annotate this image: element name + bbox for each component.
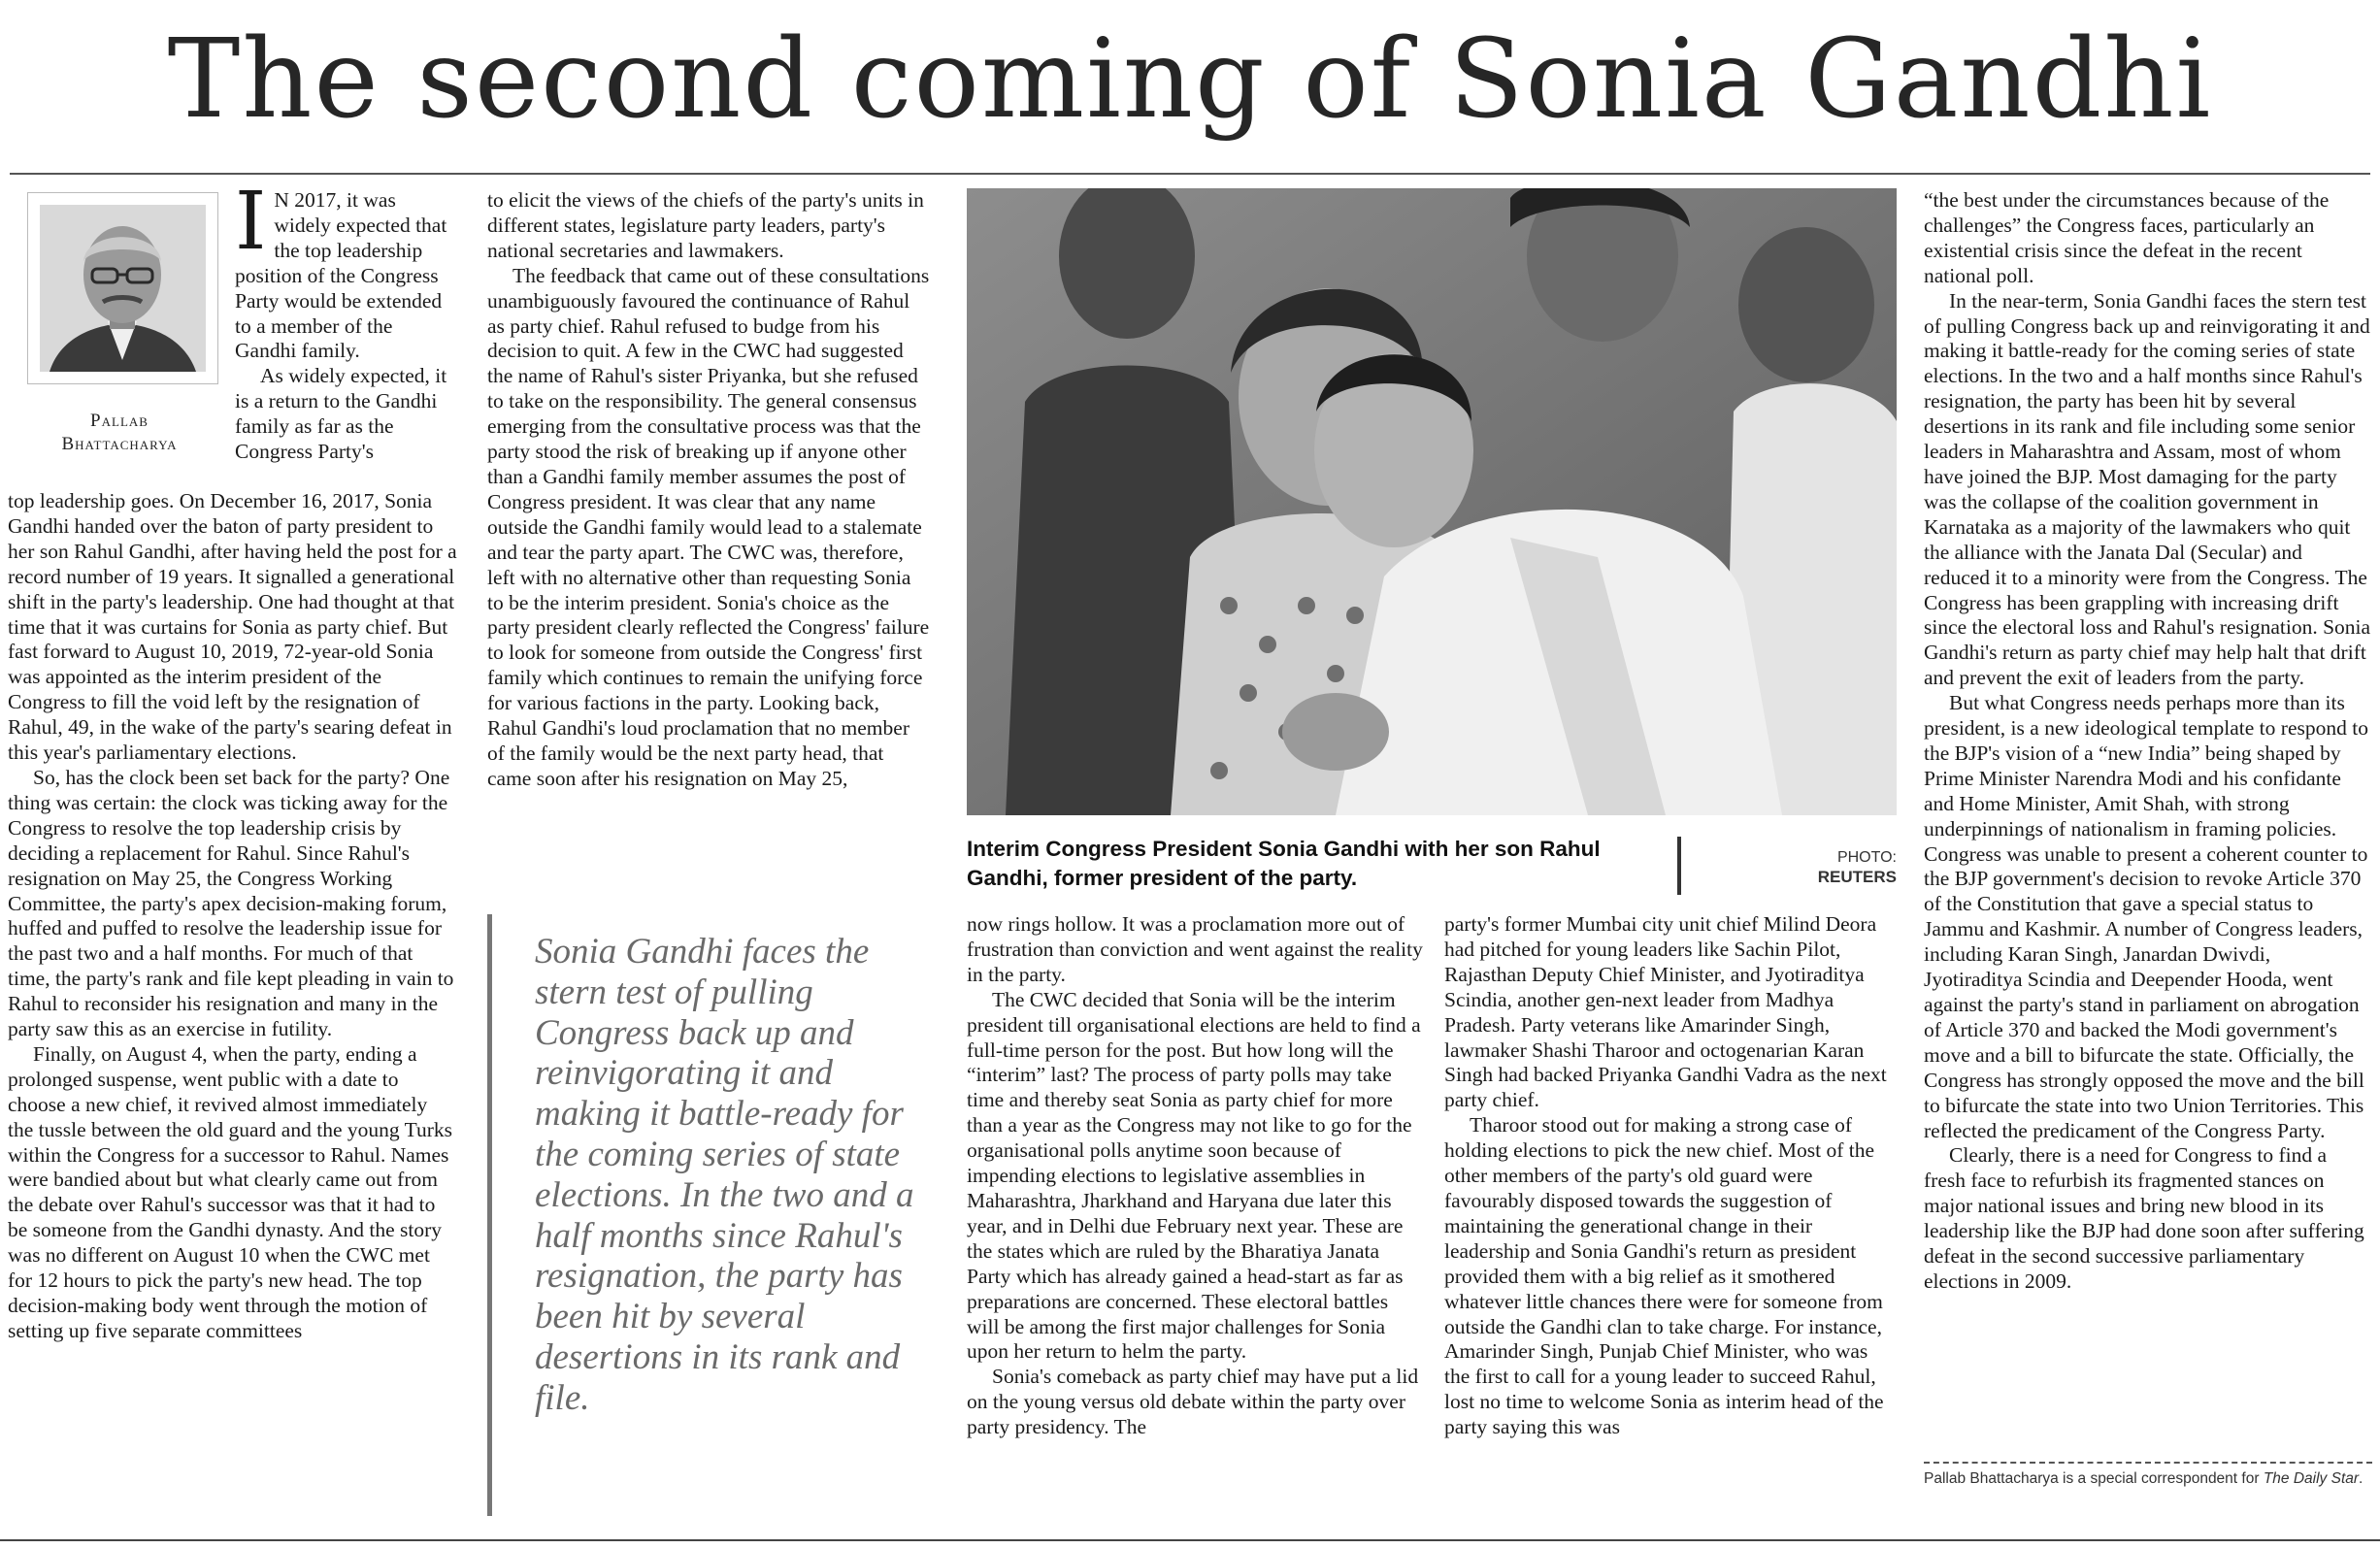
photo-credit: PHOTO: REUTERS [1817,849,1897,886]
author-photo [40,205,206,372]
pull-quote [487,914,919,1516]
column-2 [487,188,930,895]
photo-illustration [967,188,1897,815]
author-note: Pallab Bhattacharya is a special correspondent for The Daily Star. [1924,1470,2363,1487]
paragraph: Finally, on August 4, when the party, ending a prolonged suspense, went public with a date to choose a new chief, it revived almost immediately the tussle between the old guard and the young Turks within the Congress for a successor to Rahul. Names were bandied about but what clearly came out from the debate over Rahul's successor was that it had to be someone from the Gandhi dynasty. And the story was no different on August 10 when the CWC met for 12 hours to pick the party's new head. The top decision-making body went through the motion of setting up five separate committees [8,1041,453,1342]
paragraph: Clearly, there is a need for Congress to find a fresh face to refurbish its fragmented stances on major national issues and bring new blood in its leadership like the BJP had done soon after suffering defeat in the second successive parliamentary elections in 2009. [1924,1143,2364,1293]
author-note-divider [1924,1462,2372,1464]
paragraph: Tharoor stood out for making a strong case of holding elections to pick the new chief. Most of the other members of the party's old guard were favourably disposed towards the suggestion of maintaining the generational change in their leadership and Sonia Gandhi's return as president provided them with a big relief as it smothered whatever little chances there were for someone from outside the Gandhi clan to take charge. For instance, Amarinder Singh, Punjab Chief Minister, who was the first to call for a young leader to succeed Rahul, lost no time to welcome Sonia as interim head of the party saying this was [1444,1113,1884,1439]
drop-cap: I [235,188,267,268]
paragraph: As widely expected, it is a return to the Gandhi family as far as the Congress Party's [235,364,447,464]
publication-name: The Daily Star [2263,1470,2360,1487]
column-1-top [235,188,450,465]
caption-divider [1677,837,1681,895]
paragraph: Sonia's comeback as party chief may have put a lid on the young versus old debate within the party over party presidency. The [967,1365,1419,1439]
column-3 [967,912,1423,1533]
paragraph: “the best under the circumstances because of the challenges” the Congress faces, particularly an existential crisis since the defeat in the recent national poll. [1924,188,2330,287]
headline: The second coming of Sonia Gandhi [167,16,2213,143]
author-name: Pallab Bhattacharya [61,411,178,454]
paragraph: now rings hollow. It was a proclamation more out of frustration than conviction and went against the reality in the party. [967,912,1423,986]
column-4 [1444,912,1897,1533]
intro-paragraph: I N 2017, it was widely expected that the top leadership position of the Congress Party would be extended to a member of the Gandhi family. [235,188,447,363]
column-5 [1924,188,2372,1454]
bottom-divider [0,1539,2380,1541]
column-1 [8,489,457,1533]
news-photo [967,188,1897,815]
paragraph: But what Congress needs perhaps more than its president, is a new ideological template to respond to the BJP's vision of a “new India” being shaped by Prime Minister Narendra Modi and his confidante and Home Minister, Amit Shah, with strong underpinnings of nationalism in framing policies. Congress was unable to present a coherent counter to the BJP government's decision to revoke Article 370 of the Constitution that gave a special status to Jammu and Kashmir. A number of Congress leaders, including Karan Singh, Janardan Dwivdi, Jyotiraditya Scindia and Deepender Hooda, went against the party's stand in parliament on abrogation of Article 370 and backed the Modi government's move and a bill to bifurcate the state. Officially, the Congress has strongly opposed the move and the bill to bifurcate the state into two Union Territories. This reflected the predicament of the Congress Party. [1924,691,2368,1142]
paragraph: to elicit the views of the chiefs of the party's units in different states, legislature party leaders, party's national secretaries and lawmakers. [487,188,924,262]
pull-quote-text: Sonia Gandhi faces the stern test of pulling Congress back up and reinvigorating it and making it battle-ready for the coming series of state elections. In the two and a half months since Rahul's resignation, the party has been hit by several desertions in its rank and file. [535,932,914,1418]
paragraph: The feedback that came out of these consultations unambiguously favoured the continuance of Rahul as party chief. Rahul refused to budge from his decision to quit. A few in the CWC had suggested the name of Rahul's sister Priyanka, but she refused to take on the responsibility. The general consensus emerging from the consultative process was that the party stood the risk of breaking up if anyone other than a Gandhi family member assumes the post of Congress president. It was clear that any name outside the Gandhi family would lead to a stalemate and tear the party apart. The CWC was, therefore, left with no alternative other than requesting Sonia to be the interim president. Sonia's choice as the party president clearly reflected the Congress' failure to look for someone from outside the Congress' first family which continues to remain the unifying force for various factions in the party. Looking back, Rahul Gandhi's loud proclamation that no member of the family would be the next party head, that came soon after his resignation on May 25, [487,263,930,790]
top-divider [10,173,2370,175]
paragraph: In the near-term, Sonia Gandhi faces the stern test of pulling Congress back up and reinvigorating it and making it battle-ready for the coming series of state elections. In the two and a half months since Rahul's resignation, the party has been hit by several desertions in its rank and file including some senior leaders in Maharashtra and Assam, most of whom have joined the BJP. Most damaging for the party was the collapse of the coalition government in Karnataka as a majority of the lawmakers who quit the alliance with the Janata Dal (Secular) and reduced it to a minority were from the Congress. The Congress has been grappling with increasing drift since the electoral loss and Rahul's resignation. Sonia Gandhi's return as party chief may help halt that drift and prevent the exit of leaders from the party. [1924,288,2371,690]
author-frame [27,192,218,384]
author-portrait [40,205,206,372]
paragraph: The CWC decided that Sonia will be the interim president till organisational elections are held to find a full-time person for the post. But how long will the “interim” last? The process of party polls may take time and thereby seat Sonia as party chief for more than a year as the Congress may not like to go for the organisational polls anytime soon because of impending elections to legislative assemblies in Maharashtra, Jharkhand and Haryana due later this year, and in Delhi due February next year. These are the states which are ruled by the Bharatiya Janata Party which has already gained a head-start as far as preparations are concerned. These electoral battles will be among the first major challenges for Sonia upon her return to helm the party. [967,987,1421,1364]
author-box [8,192,212,466]
paragraph: So, has the clock been set back for the party? One thing was certain: the clock was ticking away for the Congress to resolve the top leadership crisis by deciding a replacement for Rahul. Since Rahul's resignation on May 25, the Congress Working Committee, the party's apex decision-making forum, huffed and puffed to resolve the leadership issue for the past two and a half months. For much of that time, the party's rank and file kept pleading in vain to Rahul to reconsider his resignation and many in the party saw this as an exercise in futility. [8,765,454,1041]
photo-caption: Interim Congress President Sonia Gandhi with her son Rahul Gandhi, former president of the party. [967,837,1601,890]
paragraph: party's former Mumbai city unit chief Milind Deora had pitched for young leaders like Sachin Pilot, Rajasthan Deputy Chief Minister, and Jyotiraditya Scindia, another gen-next leader from Madhya Pradesh. Party veterans like Amarinder Singh, lawmaker Shashi Tharoor and octogenarian Karan Singh had backed Priyanka Gandhi Vadra as the next party chief. [1444,912,1887,1112]
paragraph: top leadership goes. On December 16, 2017, Sonia Gandhi handed over the baton of party president to her son Rahul Gandhi, after having held the post for a record number of 19 years. It signalled a generational shift in the party's leadership. One had thought at that time that it was curtains for Sonia as party chief. But fast forward to August 10, 2019, 72-year-old Sonia was appointed as the interim president of the Congress to fill the void left by the resignation of Rahul, 49, in the wake of the party's searing defeat in this year's parliamentary elections. [8,489,457,765]
